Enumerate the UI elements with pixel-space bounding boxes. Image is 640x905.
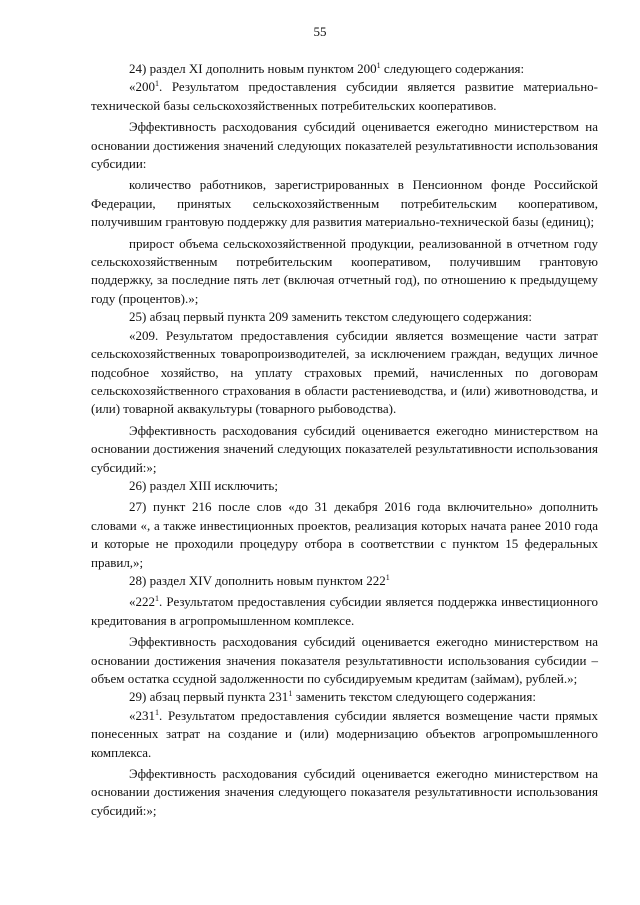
paragraph (91, 707, 598, 762)
superscript: 1 (155, 79, 159, 89)
paragraph (91, 688, 598, 706)
paragraph (91, 176, 598, 231)
text-run: «209. Результатом предоставления субсидии является возмещение части затрат сельскохозяйственных товаропроизводителей, за исключением граждан, ведущих личное подсобное хозяйство, на уплату страховых премий, начисленных по договорам сельскохозяйственного страхования в области растениеводства, и (или) животноводства, и (или) товарной аквакультуры (товарного рыбоводства). (91, 327, 598, 417)
superscript: 1 (155, 594, 159, 604)
text-run: . Результатом предоставления субсидии является развитие материально-технической базы сельскохозяйственных потребительских кооперативов. (91, 79, 598, 113)
text-run: . Результатом предоставления субсидии является возмещение части прямых понесенных затрат на создание и (или) модернизацию объектов агропромышленного комплекса. (91, 707, 598, 760)
paragraph (91, 78, 598, 115)
text-run: 24) раздел XI дополнить новым пунктом 200 (129, 61, 377, 76)
text-run: 28) раздел XIV дополнить новым пунктом 222 (129, 572, 386, 588)
text-run: «222 (129, 594, 155, 610)
paragraph (91, 477, 598, 495)
paragraph (91, 422, 598, 477)
text-run: 27) пункт 216 после слов «до 31 декабря 2016 года включительно» дополнить словами «, а также инвестиционных проектов, реализация которых начата ранее 2010 года и которые не проходили процедуру отбора в соответствии с пунктом 15 федеральных правил,»; (91, 499, 598, 570)
superscript: 1 (288, 689, 293, 699)
paragraph (91, 572, 598, 590)
text-run: Эффективность расходования субсидий оценивается ежегодно министерством на основании достижения значения следующего показателя результативности использования субсидий:»; (91, 766, 598, 818)
paragraph (91, 60, 598, 78)
text-run: заменить текстом следующего содержания: (292, 689, 536, 705)
text-run: Эффективность расходования субсидий оценивается ежегодно министерством на основании достижения значений следующих показателей результативности использования субсидии: (91, 119, 598, 172)
text-run: количество работников, зарегистрированных в Пенсионном фонде Российской Федерации, принятых сельскохозяйственным потребительским кооперативом, получившим грантовую поддержку для развития материально-технической базы (единиц); (91, 177, 598, 230)
paragraph (91, 327, 598, 419)
text-run: 29) абзац первый пункта 231 (129, 689, 289, 705)
text-run: 26) раздел XIII исключить; (129, 477, 278, 493)
text-run: Эффективность расходования субсидий оценивается ежегодно министерством на основании достижения значений следующих показателей результативности использования субсидий:»; (91, 422, 598, 475)
paragraph (91, 593, 598, 630)
text-run: Эффективность расходования субсидий оценивается ежегодно министерством на основании достижения значения показателя результативности использования субсидии – объем остатка ссудной задолженности по субсидируемым кредитам (займам), рублей.»; (91, 634, 598, 686)
superscript: 1 (155, 707, 159, 717)
paragraph (91, 308, 598, 326)
superscript: 1 (376, 61, 381, 70)
document-body (91, 60, 598, 820)
text-run: следующего содержания: (380, 61, 525, 76)
paragraph (91, 633, 598, 688)
paragraph (91, 118, 598, 173)
paragraph (91, 765, 598, 820)
text-run: . Результатом предоставления субсидии является поддержка инвестиционного кредитования в агропромышленном комплексе. (91, 594, 598, 628)
paragraph (91, 235, 598, 309)
page-number: 55 (313, 24, 327, 39)
text-run: прирост объема сельскохозяйственной продукции, реализованной в отчетном году сельскохозяйственным потребительским кооперативом, получившим грантовую поддержку, за последние пять лет (включая отчетный год), по отношению к предыдущему году (процентов).»; (91, 235, 598, 306)
text-run: «231 (129, 707, 155, 723)
text-run: «200 (129, 79, 155, 95)
superscript: 1 (385, 572, 390, 582)
text-run: 25) абзац первый пункта 209 заменить текстом следующего содержания: (129, 309, 532, 325)
paragraph (91, 498, 598, 572)
